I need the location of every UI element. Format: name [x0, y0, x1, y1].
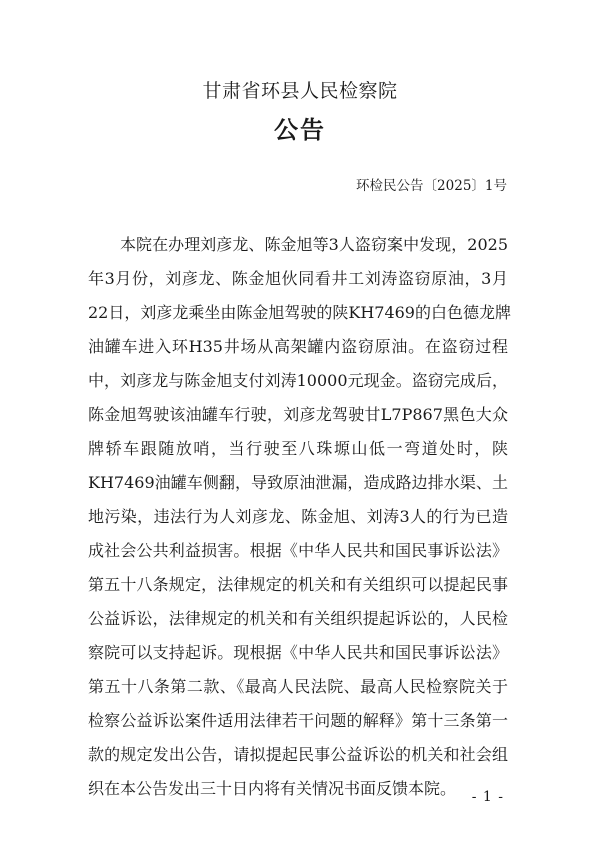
body-line: 年3月份，刘彦龙、陈金旭伙同看井工刘涛盗窃原油，3月 — [88, 269, 508, 288]
doc-title: 公告 — [274, 116, 326, 144]
body-line: 本院在办理刘彦龙、陈金旭等3人盗窃案中发现，2025 — [120, 235, 508, 254]
body-line: 察院可以支持起诉。现根据《中华人民共和国民事诉讼法》 — [88, 643, 508, 662]
page-number: - 1 - — [471, 789, 504, 805]
body-line: 陈金旭驾驶该油罐车行驶，刘彦龙驾驶甘L7P867黑色大众 — [88, 405, 508, 424]
body-line: 中，刘彦龙与陈金旭支付刘涛10000元现金。盗窃完成后， — [88, 371, 508, 390]
body-line: 织在本公告发出三十日内将有关情况书面反馈本院。 — [88, 779, 457, 798]
body-line: 第五十八条规定，法律规定的机关和有关组织可以提起民事 — [88, 575, 508, 594]
body-line: 公益诉讼，法律规定的机关和有关组织提起诉讼的，人民检 — [88, 609, 508, 628]
doc-number: 环检民公告〔2025〕1号 — [356, 178, 507, 194]
announcement-body — [88, 228, 511, 806]
body-line: KH7469油罐车侧翻，导致原油泄漏，造成路边排水渠、土 — [88, 473, 508, 492]
org-name: 甘肃省环县人民检察院 — [202, 80, 398, 102]
body-line: 22日，刘彦龙乘坐由陈金旭驾驶的陕KH7469的白色德龙牌 — [88, 303, 511, 322]
body-line: 款的规定发出公告，请拟提起民事公益诉讼的机关和社会组 — [88, 745, 508, 764]
body-line: 检察公益诉讼案件适用法律若干问题的解释》第十三条第一 — [88, 711, 508, 730]
body-line: 牌轿车跟随放哨，当行驶至八珠塬山低一弯道处时，陕 — [88, 439, 508, 458]
body-line: 地污染，违法行为人刘彦龙、陈金旭、刘涛3人的行为已造 — [88, 507, 508, 526]
body-line: 第五十八条第二款、《最高人民法院、最高人民检察院关于 — [88, 677, 508, 696]
body-line: 成社会公共利益损害。根据《中华人民共和国民事诉讼法》 — [88, 541, 508, 560]
body-line: 油罐车进入环H35井场从高架罐内盗窃原油。在盗窃过程 — [88, 337, 508, 356]
